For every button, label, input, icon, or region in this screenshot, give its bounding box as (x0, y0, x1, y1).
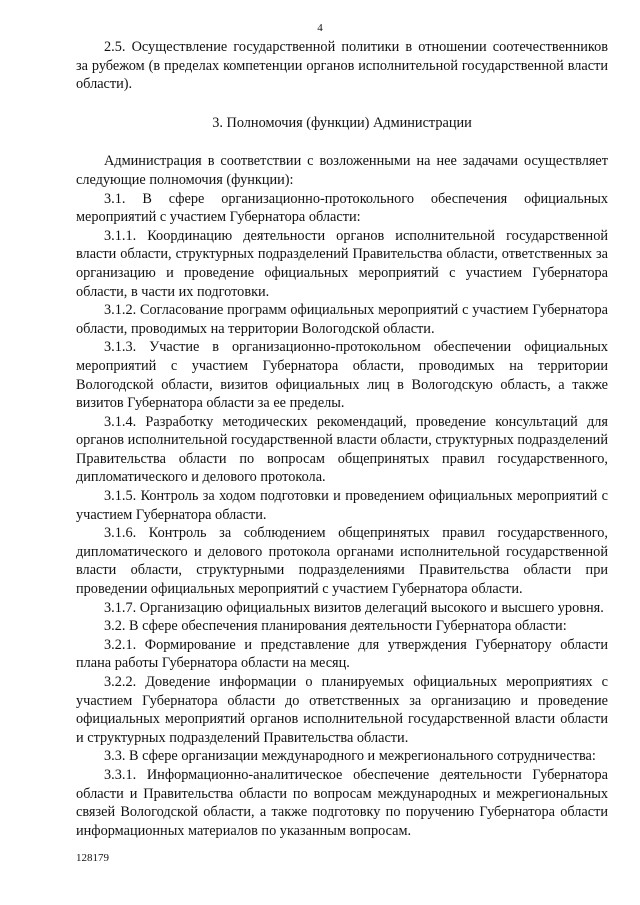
paragraph-3-1-6: 3.1.6. Контроль за соблюдением общепринятых правил государственного, дипломатического и делового протокола органами исполнительной государственной власти области, структурными подразделениями Правительства области при проведении официальных мероприятий с участием Губернатора области. (76, 525, 608, 598)
paragraph-3-1-5: 3.1.5. Контроль за ходом подготовки и проведением официальных мероприятий с участием Губернатора области. (76, 488, 608, 523)
paragraph-3-intro: Администрация в соответствии с возложенными на нее задачами осуществляет следующие полномочия (функции): (76, 153, 608, 188)
document-code: 128179 (76, 852, 109, 864)
paragraph-3-1-3: 3.1.3. Участие в организационно-протокольном обеспечении официальных мероприятий с участием Губернатора области, проводимых на территории Вологодской области, визитов официальных лиц в Вологодскую область, а также визитов Губернатора области за ее пределы. (76, 339, 608, 412)
paragraph-3-3: 3.3. В сфере организации международного и межрегионального сотрудничества: (104, 748, 596, 765)
paragraph-3-1-7: 3.1.7. Организацию официальных визитов делегаций высокого и высшего уровня. (104, 599, 604, 616)
paragraph-3-2-1: 3.2.1. Формирование и представление для утверждения Губернатору области плана работы Губернатора области на месяц. (76, 636, 608, 672)
paragraph-3-2: 3.2. В сфере обеспечения планирования деятельности Губернатора области: (104, 618, 567, 635)
paragraph-3-1-4: 3.1.4. Разработку методических рекомендаций, проведение консультаций для органов исполнительной государственной власти области, структурных подразделений Правительства области по вопросам общепринятых правил государственного, дипломатического и делового протокола. (76, 413, 608, 486)
paragraph-3-1-1: 3.1.1. Координацию деятельности органов исполнительной государственной власти области, структурных подразделений Правительства области, ответственных за организацию и проведение официальных мероприятий с участием Губернатора области, в части их подготовки. (76, 227, 608, 300)
paragraph-3-3-1: 3.3.1. Информационно-аналитическое обеспечение деятельности Губернатора области и Правительства области по вопросам международных и межрегиональных связей Вологодской области, а также подготовку по поручению Губернатора области информационных материалов по указанным вопросам. (76, 766, 608, 839)
paragraph-3-1: 3.1. В сфере организационно-протокольного обеспечения официальных мероприятий с участием Губернатора области: (76, 190, 608, 226)
page-number: 4 (317, 22, 323, 34)
paragraph-3-1-2: 3.1.2. Согласование программ официальных мероприятий с участием Губернатора области, проводимых на территории Вологодской области. (76, 302, 608, 337)
section-heading: 3. Полномочия (функции) Администрации (212, 114, 472, 131)
document-body (76, 38, 608, 840)
paragraph-2-5: 2.5. Осуществление государственной политики в отношении соотечественников за рубежом (в пределах компетенции органов исполнительной государственной власти области). (76, 39, 608, 93)
paragraph-3-2-2: 3.2.2. Доведение информации о планируемых официальных мероприятиях с участием Губернатора области до ответственных за организацию и проведение официальных мероприятий органов исполнительной государственной власти области и структурных подразделений Правительства области. (76, 674, 608, 746)
